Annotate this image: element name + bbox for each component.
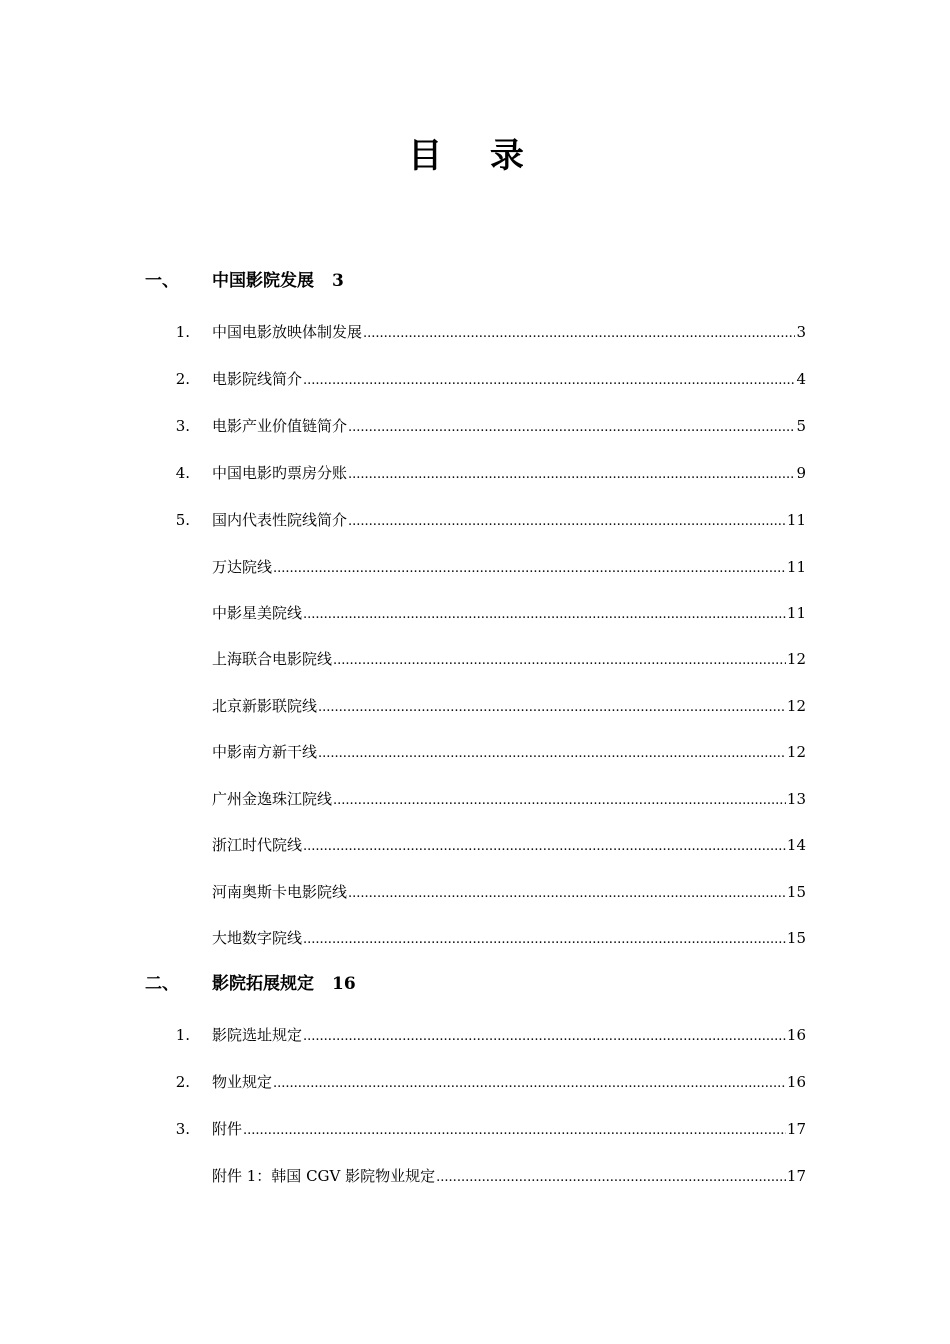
entry-text: 电影产业价值链简介 <box>212 417 348 435</box>
toc-entry[interactable] <box>0 787 950 811</box>
entry-page: 11 <box>786 511 806 529</box>
entry-text: 中影南方新干线 <box>212 743 318 761</box>
toc-entry[interactable] <box>0 555 950 579</box>
entry-number: 5. <box>175 511 190 529</box>
entry-page: 11 <box>786 604 806 622</box>
dot-leader <box>273 555 786 581</box>
entry-page: 3 <box>796 323 806 341</box>
toc-entry[interactable] <box>0 694 950 718</box>
entry-text: 中国电影放映体制发展 <box>212 323 363 341</box>
dot-leader <box>318 694 786 720</box>
entry-text: 上海联合电影院线 <box>212 650 333 668</box>
section-page: 16 <box>332 974 356 994</box>
dot-leader <box>303 601 786 627</box>
toc-entry[interactable] <box>0 1164 950 1188</box>
section-title-text: 影院拓展规定 <box>212 974 314 994</box>
dot-leader <box>363 320 795 346</box>
toc-entry[interactable] <box>0 461 950 485</box>
entry-page: 9 <box>796 464 806 482</box>
toc-entry[interactable] <box>0 880 950 904</box>
toc-section[interactable] <box>0 972 950 996</box>
dot-leader <box>436 1164 786 1190</box>
toc-entry[interactable] <box>0 740 950 764</box>
entry-text: 物业规定 <box>212 1073 273 1091</box>
toc-section[interactable] <box>0 269 950 293</box>
toc-entry[interactable] <box>0 414 950 438</box>
entry-page: 15 <box>786 929 806 947</box>
entry-page: 12 <box>786 743 806 761</box>
entry-number: 4. <box>175 464 190 482</box>
entry-page: 17 <box>786 1120 806 1138</box>
dot-leader <box>318 740 786 766</box>
entry-text: 浙江时代院线 <box>212 836 303 854</box>
entry-page: 12 <box>786 650 806 668</box>
toc-entry[interactable] <box>0 833 950 857</box>
entry-text: 中影星美院线 <box>212 604 303 622</box>
entry-number: 2. <box>175 1073 190 1091</box>
toc-entry[interactable] <box>0 320 950 344</box>
entry-text: 电影院线简介 <box>212 370 303 388</box>
entry-page: 16 <box>786 1026 806 1044</box>
toc-entry[interactable] <box>0 601 950 625</box>
dot-leader <box>303 833 786 859</box>
entry-text: 附件 1：韩国 CGV 影院物业规定 <box>212 1167 436 1185</box>
entry-text: 附件 <box>212 1120 243 1138</box>
entry-page: 13 <box>786 790 806 808</box>
entry-text: 北京新影联院线 <box>212 697 318 715</box>
toc-entry[interactable] <box>0 647 950 671</box>
toc-entry[interactable] <box>0 926 950 950</box>
entry-text: 影院选址规定 <box>212 1026 303 1044</box>
toc-entry[interactable] <box>0 367 950 391</box>
entry-page: 16 <box>786 1073 806 1091</box>
entry-page: 14 <box>786 836 806 854</box>
toc-entry[interactable] <box>0 1070 950 1094</box>
dot-leader <box>348 508 786 534</box>
section-title <box>212 269 344 293</box>
entry-text: 中国电影旳票房分账 <box>212 464 348 482</box>
entry-number: 3. <box>175 1120 190 1138</box>
dot-leader <box>333 787 786 813</box>
section-page: 3 <box>332 271 344 291</box>
entry-number: 3. <box>175 417 190 435</box>
toc-entry[interactable] <box>0 1117 950 1141</box>
entry-text: 万达院线 <box>212 558 273 576</box>
entry-text: 大地数字院线 <box>212 929 303 947</box>
entry-page: 12 <box>786 697 806 715</box>
entry-text: 河南奥斯卡电影院线 <box>212 883 348 901</box>
entry-number: 1. <box>175 1026 190 1044</box>
dot-leader <box>303 1023 786 1049</box>
dot-leader <box>303 367 795 393</box>
dot-leader <box>303 926 786 952</box>
entry-page: 17 <box>786 1167 806 1185</box>
toc-entry[interactable] <box>0 508 950 532</box>
entry-page: 11 <box>786 558 806 576</box>
section-title-text: 中国影院发展 <box>212 271 314 291</box>
page-title: 目 录 <box>408 136 542 176</box>
dot-leader <box>348 461 795 487</box>
entry-number: 2. <box>175 370 190 388</box>
dot-leader <box>348 880 786 906</box>
dot-leader <box>333 647 786 673</box>
entry-text: 广州金逸珠江院线 <box>212 790 333 808</box>
dot-leader <box>243 1117 786 1143</box>
entry-text: 国内代表性院线简介 <box>212 511 348 529</box>
toc-entry[interactable] <box>0 1023 950 1047</box>
dot-leader <box>348 414 795 440</box>
entry-page: 5 <box>796 417 806 435</box>
section-number: 一、 <box>145 271 179 291</box>
section-number: 二、 <box>145 974 179 994</box>
entry-number: 1. <box>175 323 190 341</box>
entry-page: 15 <box>786 883 806 901</box>
dot-leader <box>273 1070 786 1096</box>
section-title <box>212 972 356 996</box>
entry-page: 4 <box>796 370 806 388</box>
